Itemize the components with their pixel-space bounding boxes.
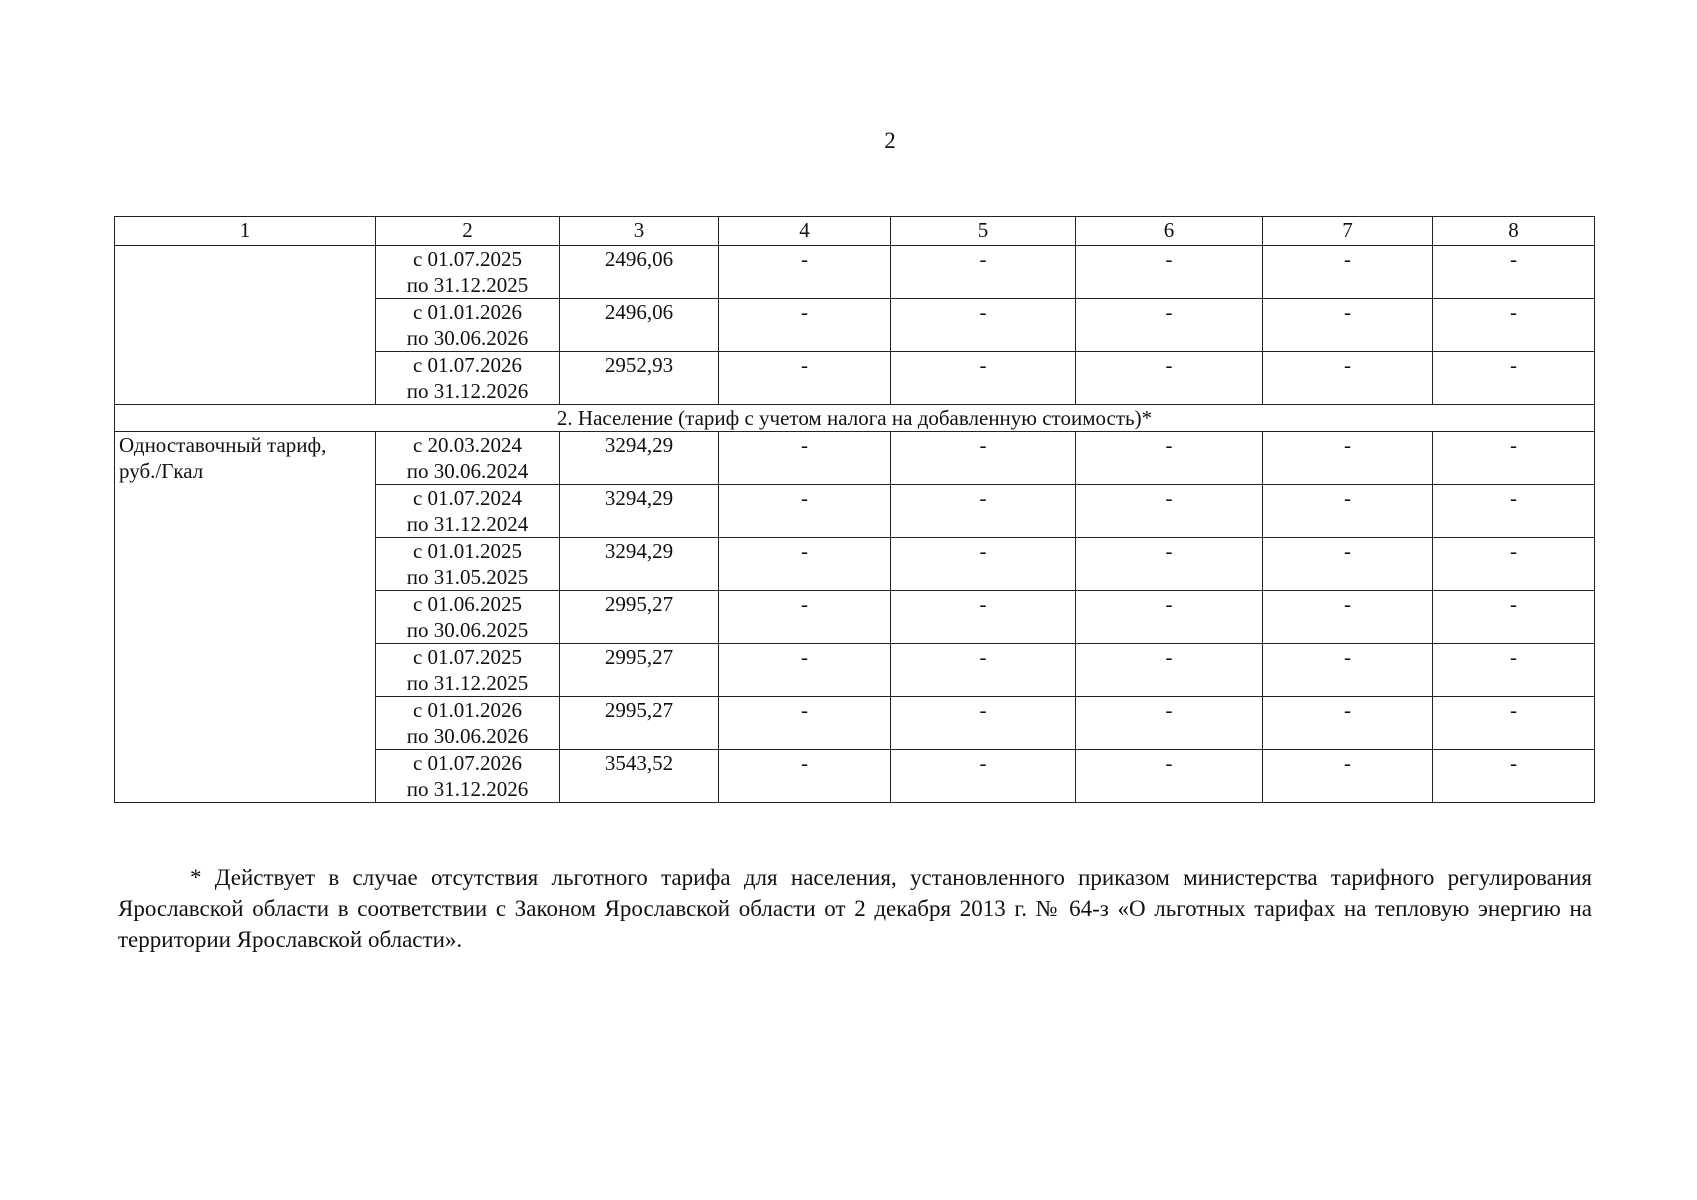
tariff-name-cell: Одноставочный тариф, руб./Гкал [115,432,376,803]
column-number-2: 2 [376,217,560,246]
dash-cell: - [891,432,1076,485]
dash-cell: - [1263,538,1433,591]
footnote: * Действует в случае отсутствия льготного тарифа для населения, установленного приказом министерства тарифного регулирования Ярославской области в соответствии с Законом Ярославской области от 2 декабря 2013 г. № 64-з «О льготных тарифах на тепловую энергию на территории Ярославской области». [118,865,1592,952]
period-from: с 01.07.2024 [412,486,523,510]
period-to: по 31.12.2026 [406,777,529,801]
dash-cell: - [1433,432,1595,485]
dash-cell: - [719,644,891,697]
dash-cell: - [891,750,1076,803]
column-number-1: 1 [115,217,376,246]
dash-cell: - [1433,591,1595,644]
tariff-table [114,216,1595,803]
period-from: с 20.03.2024 [412,433,523,457]
period-from: с 01.07.2026 [412,751,523,775]
dash-cell: - [1433,644,1595,697]
tariff-value-cell: 3294,29 [560,485,719,538]
dash-cell: - [891,299,1076,352]
dash-cell: - [1263,750,1433,803]
dash-cell: - [719,485,891,538]
dash-cell: - [1433,750,1595,803]
dash-cell: - [1263,591,1433,644]
column-number-8: 8 [1433,217,1595,246]
dash-cell: - [1433,299,1595,352]
dash-cell: - [1076,697,1263,750]
dash-cell: - [719,246,891,299]
period-to: по 30.06.2026 [406,326,529,350]
period-from: с 01.07.2025 [412,247,523,271]
tariff-value-cell: 2496,06 [560,246,719,299]
period-from: с 01.01.2025 [412,539,523,563]
dash-cell: - [1433,697,1595,750]
dash-cell: - [1076,591,1263,644]
dash-cell: - [1433,485,1595,538]
dash-cell: - [1076,299,1263,352]
dash-cell: - [719,697,891,750]
tariff-value-cell: 2952,93 [560,352,719,405]
period-from: с 01.07.2025 [412,645,523,669]
period-to: по 31.12.2024 [406,512,529,536]
dash-cell: - [1433,352,1595,405]
dash-cell: - [719,432,891,485]
period-to: по 30.06.2024 [406,459,529,483]
dash-cell: - [1263,352,1433,405]
period-to: по 31.12.2026 [406,379,529,403]
dash-cell: - [891,538,1076,591]
dash-cell: - [1076,644,1263,697]
tariff-value-cell: 3294,29 [560,432,719,485]
dash-cell: - [719,352,891,405]
dash-cell: - [891,352,1076,405]
tariff-value-cell: 2995,27 [560,591,719,644]
period-to: по 30.06.2026 [406,724,529,748]
tariff-value-cell: 3543,52 [560,750,719,803]
period-cell [376,246,560,299]
column-number-row [115,217,1595,246]
dash-cell: - [1076,538,1263,591]
dash-cell: - [1433,246,1595,299]
period-to: по 30.06.2025 [406,618,529,642]
period-cell [376,538,560,591]
dash-cell: - [1263,432,1433,485]
period-cell [376,644,560,697]
period-from: с 01.06.2025 [412,592,523,616]
dash-cell: - [1076,352,1263,405]
section-title: 2. Население (тариф с учетом налога на добавленную стоимость)* [115,405,1595,432]
period-to: по 31.12.2025 [406,273,529,297]
page-number: 2 [884,128,896,153]
dash-cell: - [1076,432,1263,485]
table-body [115,217,1595,803]
column-number-7: 7 [1263,217,1433,246]
column-number-3: 3 [560,217,719,246]
dash-cell: - [891,697,1076,750]
dash-cell: - [719,538,891,591]
dash-cell: - [719,591,891,644]
dash-cell: - [891,644,1076,697]
period-cell [376,697,560,750]
dash-cell: - [1433,538,1595,591]
table-row [115,432,1595,485]
dash-cell: - [719,750,891,803]
period-cell [376,485,560,538]
dash-cell: - [1263,246,1433,299]
continued-name-cell [115,246,376,405]
dash-cell: - [891,246,1076,299]
period-to: по 31.12.2025 [406,671,529,695]
tariff-value-cell: 2496,06 [560,299,719,352]
period-cell [376,299,560,352]
section-row [115,405,1595,432]
dash-cell: - [1076,485,1263,538]
dash-cell: - [1263,485,1433,538]
tariff-value-cell: 2995,27 [560,697,719,750]
period-cell [376,432,560,485]
dash-cell: - [1263,644,1433,697]
period-cell [376,750,560,803]
period-to: по 31.05.2025 [406,565,529,589]
column-number-5: 5 [891,217,1076,246]
dash-cell: - [891,591,1076,644]
dash-cell: - [1263,697,1433,750]
dash-cell: - [1076,750,1263,803]
table-row [115,246,1595,299]
column-number-4: 4 [719,217,891,246]
period-from: с 01.01.2026 [412,300,523,324]
period-from: с 01.01.2026 [412,698,523,722]
dash-cell: - [719,299,891,352]
period-cell [376,591,560,644]
column-number-6: 6 [1076,217,1263,246]
period-cell [376,352,560,405]
dash-cell: - [1263,299,1433,352]
tariff-value-cell: 2995,27 [560,644,719,697]
period-from: с 01.07.2026 [412,353,523,377]
tariff-value-cell: 3294,29 [560,538,719,591]
dash-cell: - [1076,246,1263,299]
dash-cell: - [891,485,1076,538]
